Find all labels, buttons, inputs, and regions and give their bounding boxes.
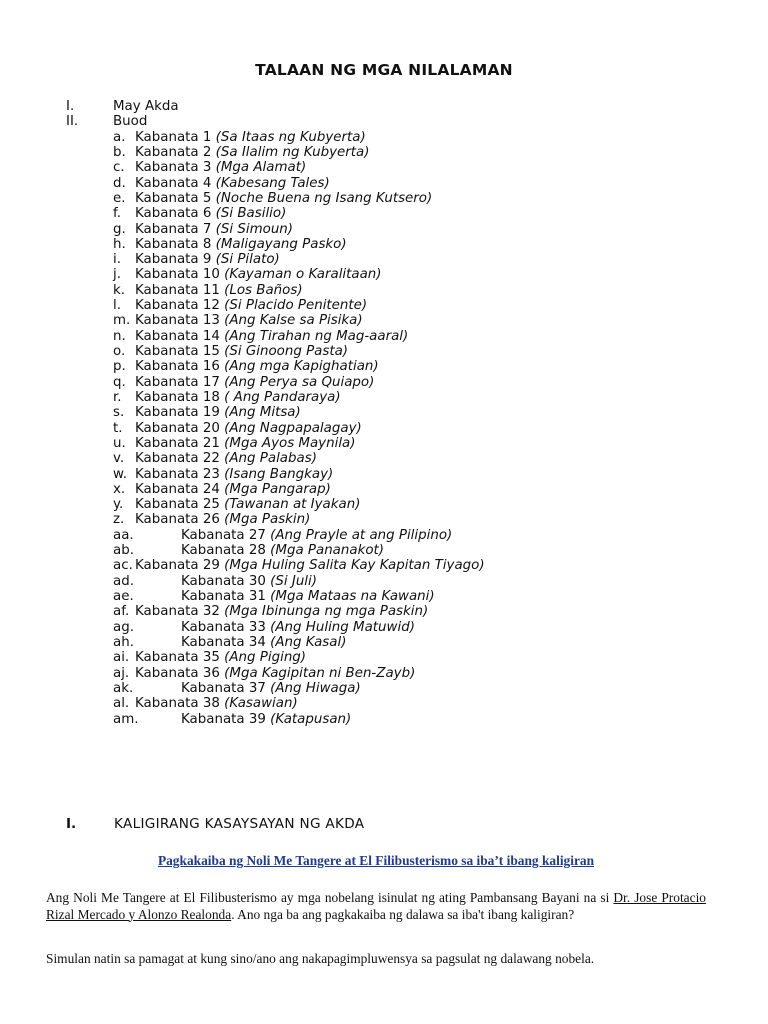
toc-chapter-number: Kabanata 20 [135, 420, 220, 436]
toc-chapter-entry [135, 191, 432, 206]
toc-chapter-letter: u. [113, 435, 126, 451]
toc-chapter-title: (Katapusan) [270, 711, 352, 727]
toc-chapter-title: (Ang Tirahan ng Mag-aaral) [224, 328, 409, 344]
toc-chapter-number: Kabanata 6 [135, 206, 212, 222]
toc-chapter-title: (Sa Itaas ng Kubyerta) [215, 129, 366, 145]
toc-chapter-entry [135, 237, 347, 252]
toc-chapter-number: Kabanata 9 [135, 252, 212, 268]
toc-chapter-item [0, 237, 768, 252]
toc-chapter-item [0, 451, 768, 466]
toc-chapter-number: Kabanata 16 [135, 359, 220, 375]
toc-chapter-item [0, 574, 768, 589]
toc-chapter-number: Kabanata 8 [135, 236, 212, 252]
toc-chapter-entry [181, 712, 351, 727]
toc-chapter-entry [135, 497, 360, 512]
paragraph-intro-text: Ang Noli Me Tangere at El Filibusterismo ay mga nobelang isinulat ng ating Pambansang Bayani na si [46, 890, 614, 905]
toc-chapter-letter: aa. [113, 527, 134, 543]
toc-chapter-item [0, 222, 768, 237]
toc-chapter-title: (Mga Pananakot) [270, 543, 384, 559]
toc-chapter-title: (Mga Pangarap) [224, 481, 331, 497]
toc-chapter-item [0, 267, 768, 282]
toc-chapter-item [0, 436, 768, 451]
toc-chapter-title: (Ang Perya sa Quiapo) [224, 374, 375, 390]
toc-chapter-entry [135, 252, 280, 267]
toc-chapter-item [0, 344, 768, 359]
toc-chapter-item [0, 176, 768, 191]
toc-chapter-number: Kabanata 24 [135, 481, 220, 497]
toc-chapter-number: Kabanata 14 [135, 328, 220, 344]
toc-chapter-entry [135, 604, 428, 619]
toc-chapter-item [0, 375, 768, 390]
toc-chapter-number: Kabanata 4 [135, 175, 212, 191]
toc-roman-number: II. [66, 114, 79, 130]
toc-chapter-item [0, 512, 768, 527]
toc-chapter-letter: n. [113, 328, 126, 344]
toc-chapter-entry [135, 666, 415, 681]
toc-chapter-letter: x. [113, 481, 126, 497]
toc-chapter-number: Kabanata 23 [135, 466, 220, 482]
section-title: KALIGIRANG KASAYSAYAN NG AKDA [114, 816, 365, 832]
toc-chapter-entry [135, 482, 331, 497]
toc-item-may-akda [0, 99, 768, 114]
toc-chapter-entry [135, 130, 366, 145]
toc-chapter-number: Kabanata 25 [135, 497, 220, 513]
toc-chapter-entry [135, 267, 382, 282]
toc-chapter-item [0, 712, 768, 727]
toc-chapter-title: (Ang Nagpapalagay) [224, 420, 362, 436]
toc-chapter-title: (Isang Bangkay) [224, 466, 334, 482]
toc-chapter-entry [135, 650, 306, 665]
toc-chapter-letter: i. [113, 252, 121, 268]
toc-chapter-item [0, 390, 768, 405]
toc-chapter-number: Kabanata 18 [135, 389, 220, 405]
toc-chapter-number: Kabanata 13 [135, 313, 220, 329]
toc-chapter-letter: g. [113, 221, 126, 237]
toc-chapter-letter: q. [113, 374, 126, 390]
toc-chapter-entry [135, 467, 333, 482]
toc-chapter-title: (Si Pilato) [215, 252, 280, 268]
toc-chapter-item [0, 696, 768, 711]
toc-chapter-item [0, 589, 768, 604]
toc-chapter-title: (Kayaman o Karalitaan) [224, 267, 382, 283]
toc-chapter-letter: c. [113, 160, 125, 176]
toc-chapter-entry [181, 681, 361, 696]
toc-chapter-number: Kabanata 1 [135, 129, 212, 145]
toc-chapter-entry [135, 176, 330, 191]
toc-item-buod [0, 114, 768, 129]
toc-chapter-item [0, 497, 768, 512]
toc-chapter-number: Kabanata 27 [181, 527, 266, 543]
toc-chapter-title: (Ang Hiwaga) [270, 680, 361, 696]
toc-chapter-entry [135, 558, 485, 573]
toc-chapter-entry [181, 543, 384, 558]
toc-chapter-title: ( Ang Pandaraya) [224, 389, 341, 405]
toc-chapter-title: (Si Simoun) [215, 221, 294, 237]
toc-chapter-title: (Ang Mitsa) [224, 405, 301, 421]
toc-chapter-number: Kabanata 30 [181, 573, 266, 589]
toc-chapter-title: (Mga Ayos Maynila) [224, 435, 356, 451]
toc-chapter-item [0, 635, 768, 650]
toc-chapter-letter: b. [113, 144, 126, 160]
toc-chapter-title: (Mga Mataas na Kawani) [270, 589, 435, 604]
toc-chapter-item [0, 558, 768, 573]
toc-chapter-number: Kabanata 22 [135, 451, 220, 467]
toc-chapter-title: (Mga Paskin) [224, 512, 311, 528]
toc-chapter-item [0, 528, 768, 543]
toc-chapter-title: (Los Baños) [224, 282, 303, 298]
toc-chapter-number: Kabanata 10 [135, 267, 220, 283]
toc-chapter-number: Kabanata 31 [181, 589, 266, 604]
toc-chapter-number: Kabanata 28 [181, 543, 266, 559]
toc-chapter-letter: l. [113, 298, 121, 314]
toc-chapter-letter: p. [113, 359, 126, 375]
toc-chapter-entry [135, 512, 310, 527]
toc-chapter-item [0, 604, 768, 619]
toc-chapter-item [0, 252, 768, 267]
toc-chapter-number: Kabanata 35 [135, 650, 220, 666]
paragraph-intro [46, 890, 706, 923]
toc-chapter-letter: ac. [113, 558, 133, 574]
toc-chapter-title: (Mga Kagipitan ni Ben-Zayb) [224, 665, 416, 681]
toc-chapter-title: (Ang Piging) [224, 650, 307, 666]
toc-chapter-title: (Ang Huling Matuwid) [270, 619, 415, 635]
toc-chapter-letter: h. [113, 236, 126, 252]
toc-chapter-number: Kabanata 15 [135, 344, 220, 359]
toc-chapter-title: (Ang Prayle at ang Pilipino) [270, 527, 453, 543]
toc-chapter-number: Kabanata 39 [181, 711, 266, 727]
toc-chapter-entry [181, 528, 452, 543]
toc-chapter-entry [135, 451, 317, 466]
toc-chapter-entry [135, 696, 298, 711]
toc-chapter-title: (Si Ginoong Pasta) [224, 344, 349, 359]
toc-chapter-item [0, 467, 768, 482]
toc-chapter-number: Kabanata 7 [135, 221, 212, 237]
toc-chapter-entry [135, 436, 355, 451]
rizal-full-name: Dr. Jose Protacio Rizal Mercado y Alonzo Realonda [46, 890, 706, 922]
toc-chapter-letter: am. [113, 711, 139, 727]
toc-chapter-item [0, 206, 768, 221]
toc-chapter-item [0, 650, 768, 665]
toc-chapter-letter: o. [113, 344, 126, 359]
section-number: I. [66, 816, 77, 832]
table-of-contents [0, 99, 768, 727]
toc-chapter-number: Kabanata 5 [135, 190, 212, 206]
toc-chapter-item [0, 620, 768, 635]
toc-chapter-title: (Maligayang Pasko) [215, 236, 347, 252]
toc-chapter-entry [135, 283, 303, 298]
toc-chapter-number: Kabanata 21 [135, 435, 220, 451]
toc-chapter-number: Kabanata 12 [135, 298, 220, 314]
toc-chapter-item [0, 283, 768, 298]
toc-chapter-letter: k. [113, 282, 126, 298]
section-heading [0, 816, 768, 836]
paragraph-intro-question: . Ano nga ba ang pagkakaiba ng dalawa sa iba't ibang kaligiran? [231, 906, 575, 922]
toc-chapter-letter: ah. [113, 634, 134, 650]
toc-chapter-number: Kabanata 26 [135, 512, 220, 528]
toc-chapter-entry [181, 589, 435, 604]
toc-chapter-item [0, 313, 768, 328]
toc-roman-text: Buod [113, 114, 148, 130]
toc-chapter-number: Kabanata 32 [135, 604, 220, 620]
toc-chapter-title: (Tawanan at Iyakan) [224, 497, 361, 513]
toc-chapter-number: Kabanata 33 [181, 619, 266, 635]
toc-chapter-item [0, 666, 768, 681]
toc-chapter-entry [135, 145, 369, 160]
toc-chapter-entry [135, 313, 363, 328]
toc-chapter-letter: v. [113, 451, 125, 467]
toc-chapter-letter: af. [113, 604, 130, 620]
toc-chapter-item [0, 359, 768, 374]
toc-chapter-number: Kabanata 34 [181, 634, 266, 650]
toc-chapter-letter: t. [113, 420, 123, 436]
toc-chapter-letter: ad. [113, 573, 134, 589]
toc-chapter-number: Kabanata 36 [135, 665, 220, 681]
toc-chapter-letter: z. [113, 512, 125, 528]
toc-chapter-entry [135, 359, 379, 374]
toc-chapter-entry [135, 375, 374, 390]
toc-chapter-entry [135, 390, 341, 405]
toc-chapter-title: (Si Juli) [270, 573, 317, 589]
toc-chapter-title: (Ang Kasal) [270, 634, 347, 650]
toc-chapter-item [0, 191, 768, 206]
toc-chapter-letter: ae. [113, 589, 134, 604]
toc-chapter-letter: m. [113, 313, 131, 329]
toc-chapter-entry [181, 574, 317, 589]
toc-chapter-number: Kabanata 2 [135, 144, 212, 160]
toc-chapter-title: (Kabesang Tales) [215, 175, 330, 191]
toc-chapter-item [0, 681, 768, 696]
toc-chapter-letter: y. [113, 497, 124, 513]
toc-chapter-item [0, 145, 768, 160]
toc-chapter-title: (Ang Palabas) [224, 451, 317, 467]
toc-chapter-title: (Mga Alamat) [215, 160, 307, 176]
toc-chapter-title: (Mga Huling Salita Kay Kapitan Tiyago) [224, 558, 485, 574]
toc-chapter-letter: al. [113, 696, 130, 712]
toc-chapter-item [0, 482, 768, 497]
toc-chapter-letter: r. [113, 389, 122, 405]
toc-chapter-title: (Sa Ilalim ng Kubyerta) [215, 144, 370, 160]
toc-chapter-entry [181, 635, 346, 650]
toc-chapter-number: Kabanata 3 [135, 160, 212, 176]
toc-chapter-title: (Noche Buena ng Isang Kutsero) [215, 190, 433, 206]
toc-chapter-letter: j. [113, 267, 121, 283]
toc-chapter-letter: ag. [113, 619, 134, 635]
toc-chapter-item [0, 298, 768, 313]
toc-chapter-entry [135, 344, 348, 359]
toc-chapter-letter: ab. [113, 543, 134, 559]
toc-roman-number: I. [66, 99, 75, 114]
toc-chapter-entry [135, 329, 408, 344]
toc-chapter-entry [135, 160, 306, 175]
toc-chapter-entry [135, 405, 301, 420]
toc-chapter-letter: e. [113, 190, 126, 206]
toc-chapter-letter: w. [113, 466, 127, 482]
toc-chapter-item [0, 405, 768, 420]
toc-roman-text: May Akda [113, 99, 179, 114]
toc-chapter-item [0, 329, 768, 344]
toc-chapter-entry [135, 222, 293, 237]
section-subtitle: Pagkakaiba ng Noli Me Tangere at El Filibusterismo sa iba’t ibang kaligiran [157, 853, 595, 868]
toc-chapter-entry [181, 620, 415, 635]
toc-chapter-letter: d. [113, 175, 126, 191]
toc-chapter-number: Kabanata 17 [135, 374, 220, 390]
toc-chapter-entry [135, 298, 367, 313]
toc-chapter-item [0, 160, 768, 175]
toc-chapter-title: (Ang Kalse sa Pisika) [224, 313, 363, 329]
toc-chapter-item [0, 543, 768, 558]
toc-chapter-entry [135, 421, 362, 436]
toc-chapter-number: Kabanata 19 [135, 405, 220, 421]
toc-chapter-item [0, 421, 768, 436]
paragraph-next: Simulan natin sa pamagat at kung sino/ano ang nakapagimpluwensya sa pagsulat ng dalawang nobela. [46, 951, 595, 966]
page-title: TALAAN NG MGA NILALAMAN [255, 61, 513, 79]
toc-chapter-title: (Kasawian) [224, 696, 298, 712]
toc-chapter-letter: s. [113, 405, 125, 421]
toc-chapter-item [0, 130, 768, 145]
toc-chapter-number: Kabanata 37 [181, 680, 266, 696]
toc-chapter-letter: aj. [113, 665, 130, 681]
toc-chapter-letter: ak. [113, 680, 134, 696]
toc-chapter-title: (Mga Ibinunga ng mga Paskin) [224, 604, 429, 620]
toc-chapter-number: Kabanata 29 [135, 558, 220, 574]
toc-chapter-entry [135, 206, 286, 221]
toc-chapter-title: (Si Basilio) [215, 206, 287, 222]
toc-chapter-number: Kabanata 11 [135, 282, 220, 298]
toc-chapter-letter: ai. [113, 650, 130, 666]
toc-chapter-number: Kabanata 38 [135, 696, 220, 712]
toc-chapter-letter: a. [113, 129, 126, 145]
toc-chapter-title: (Si Placido Penitente) [224, 298, 368, 314]
toc-chapter-letter: f. [113, 206, 121, 222]
toc-chapter-title: (Ang mga Kapighatian) [224, 359, 379, 375]
